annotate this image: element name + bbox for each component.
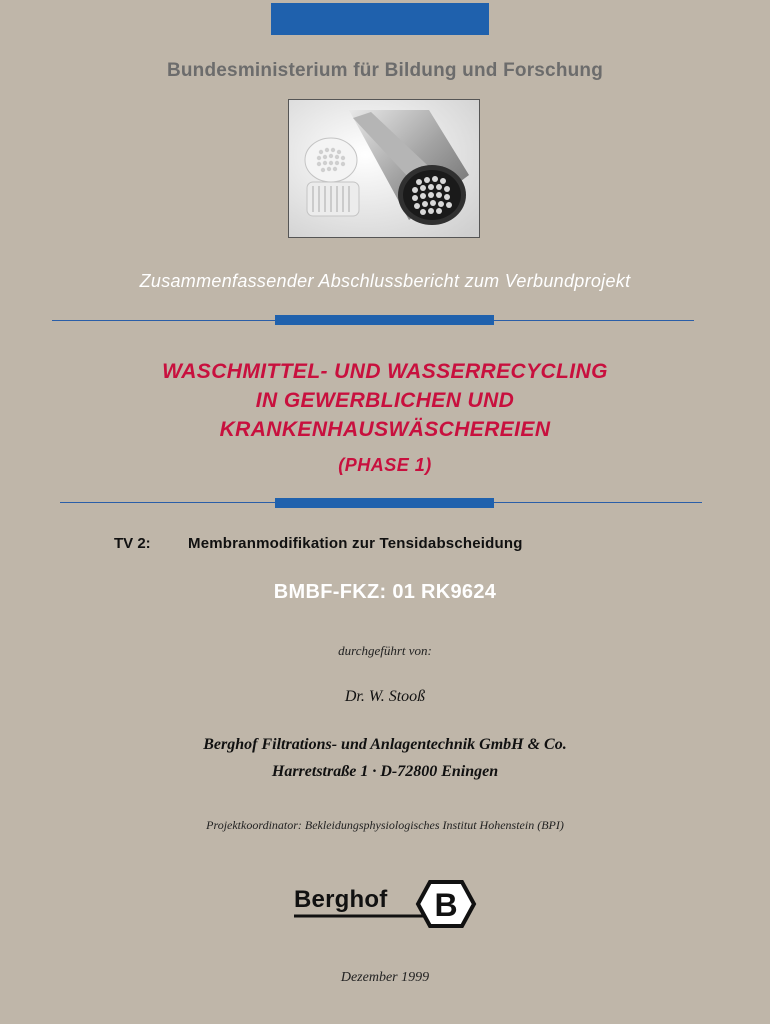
- berghof-emblem-letter: B: [434, 887, 458, 923]
- berghof-logo-word: Berghof: [294, 886, 388, 913]
- author-name: Dr. W. Stooß: [344, 688, 426, 705]
- project-title-line-3: KRANKENHAUSWÄSCHEREIEN: [219, 418, 551, 441]
- berghof-hexagon-icon: [290, 876, 480, 932]
- funding-code: BMBF-FKZ: 01 RK9624: [273, 581, 497, 603]
- membrane-module-photo: [288, 99, 480, 238]
- company-name: Berghof Filtrations- und Anlagentechnik GmbH & Co.: [203, 736, 567, 753]
- project-phase: (PHASE 1): [338, 455, 432, 475]
- ministry-heading: Bundesministerium für Bildung und Forschung: [166, 60, 604, 81]
- company-address: Harretstraße 1 · D-72800 Eningen: [271, 763, 499, 780]
- report-subtitle: Zusammenfassender Abschlussbericht zum Verbundprojekt: [139, 271, 631, 291]
- divider-block-bottom: [275, 498, 494, 508]
- top-color-bar: [271, 3, 489, 35]
- performed-by-label: durchgeführt von:: [338, 643, 432, 658]
- subproject-title: Membranmodifikation zur Tensidabscheidung: [188, 535, 523, 552]
- divider-block-top: [275, 315, 494, 325]
- berghof-logo: [290, 876, 480, 932]
- membrane-photo-illustration: [289, 100, 479, 237]
- project-title-line-2: IN GEWERBLICHEN UND: [255, 389, 515, 412]
- project-coordinator: Projektkoordinator: Bekleidungsphysiologisches Institut Hohenstein (BPI): [206, 818, 564, 832]
- subproject-label: TV 2:: [114, 535, 151, 552]
- project-title: [0, 357, 770, 444]
- project-title-line-1: WASCHMITTEL- UND WASSERRECYCLING: [162, 360, 608, 383]
- report-date: Dezember 1999: [340, 970, 430, 985]
